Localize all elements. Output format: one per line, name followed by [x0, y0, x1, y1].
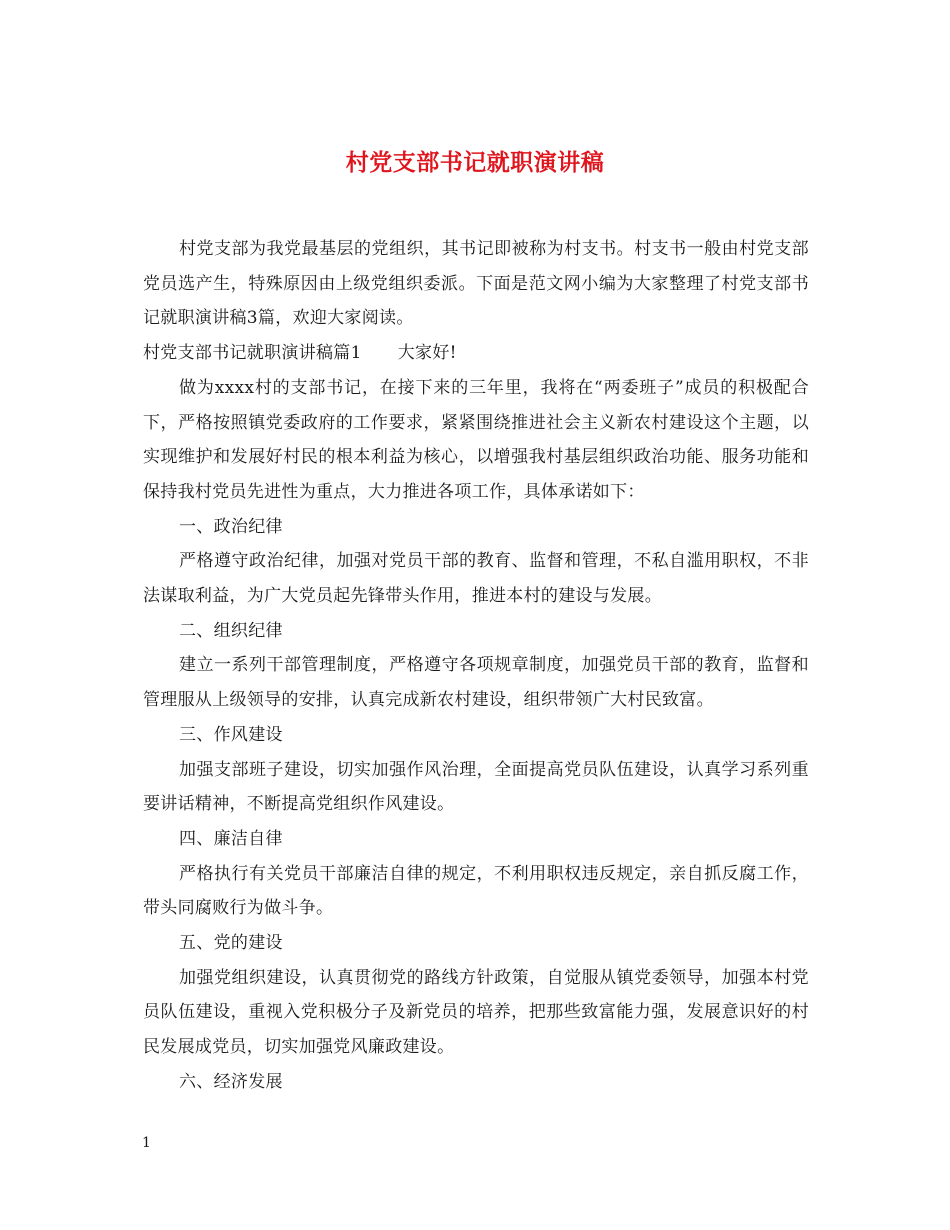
item-heading: 四、廉洁自律: [179, 828, 283, 849]
section-heading: 村党支部书记就职演讲稿篇1: [143, 343, 362, 364]
document-title: 村党支部书记就职演讲稿: [345, 149, 605, 177]
greeting: 大家好!: [397, 343, 457, 364]
opening-paragraph: 做为xxxx村的支部书记，在接下来的三年里，我将在“两委班子”成员的积极配合下，严格按照镇党委政府的工作要求，紧紧围绕推进社会主义新农村建设这个主题，以实现维护和发展好村民的根本利益为核心，以增强我村基层组织政治功能、服务功能和保持我村党员先进性为重点，大力推进各项工作，具体承诺如下：: [143, 377, 809, 502]
item-paragraph: 建立一系列干部管理制度，严格遵守各项规章制度，加强党员干部的教育，监督和管理服从上级领导的安排，认真完成新农村建设，组织带领广大村民致富。: [143, 655, 809, 711]
item-heading: 五、党的建设: [179, 933, 283, 954]
item-heading: 三、作风建设: [179, 724, 283, 745]
item-paragraph: 加强支部班子建设，切实加强作风治理，全面提高党员队伍建设，认真学习系列重要讲话精神，不断提高党组织作风建设。: [143, 759, 809, 815]
section-heading-line: [143, 336, 809, 371]
item-heading: 一、政治纪律: [179, 516, 283, 537]
page-number: 1: [142, 1135, 151, 1151]
item-paragraph: 严格遵守政治纪律，加强对党员干部的教育、监督和管理，不私自滥用职权，不非法谋取利益，为广大党员起先锋带头作用，推进本村的建设与发展。: [143, 551, 809, 607]
item-heading: 六、经济发展: [179, 1071, 283, 1092]
intro-paragraph: 村党支部为我党最基层的党组织，其书记即被称为村支书。村支书一般由村党支部党员选产生，特殊原因由上级党组织委派。下面是范文网小编为大家整理了村党支部书记就职演讲稿3篇，欢迎大家阅读。: [143, 239, 809, 329]
item-paragraph: 严格执行有关党员干部廉洁自律的规定，不利用职权违反规定，亲自抓反腐工作，带头同腐败行为做斗争。: [143, 863, 809, 919]
document-body: [143, 232, 809, 1100]
item-heading: 二、组织纪律: [179, 620, 283, 641]
item-paragraph: 加强党组织建设，认真贯彻党的路线方针政策，自觉服从镇党委领导，加强本村党员队伍建设，重视入党积极分子及新党员的培养，把那些致富能力强，发展意识好的村民发展成党员，切实加强党风廉政建设。: [143, 967, 809, 1058]
